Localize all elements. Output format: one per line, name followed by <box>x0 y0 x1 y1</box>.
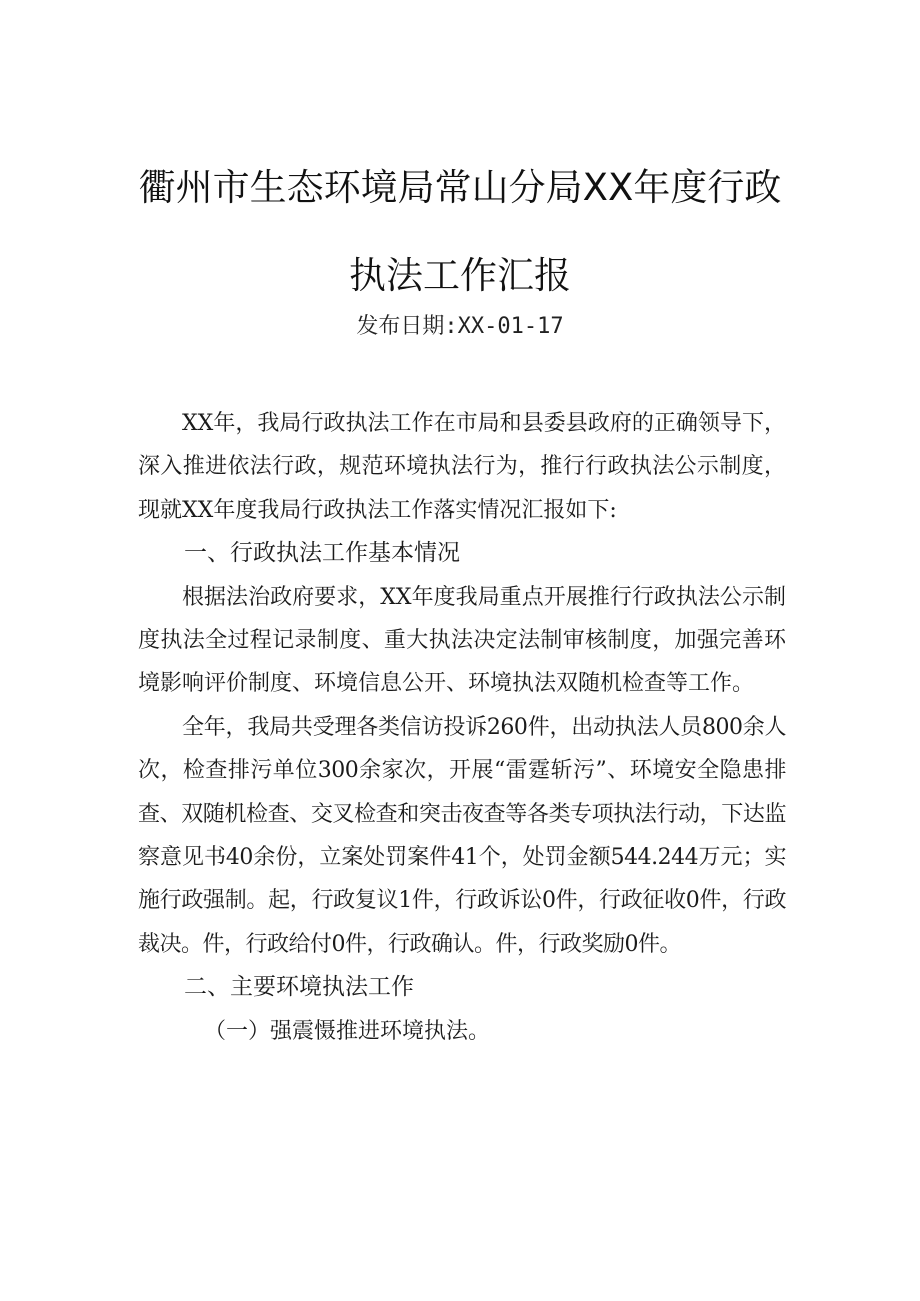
section-1-paragraph-1: 根据法治政府要求，XX年度我局重点开展推行行政执法公示制度执法全过程记录制度、重大执法决定法制审核制度，加强完善环境影响评价制度、环境信息公开、环境执法双随机检查等工作。 <box>138 584 786 697</box>
intro-paragraph: XX年，我局行政执法工作在市局和县委县政府的正确领导下，深入推进依法行政，规范环境执法行为，推行行政执法公示制度，现就XX年度我局行政执法工作落实情况汇报如下: <box>138 411 786 523</box>
section-1-paragraph-2: 全年，我局共受理各类信访投诉260件，出动执法人员800余人次，检查排污单位300余家次，开展“雷霆斩污”、环境安全隐患排查、双随机检查、交叉检查和突击夜查等各类专项执法行动，下达监察意见书40余份，立案处罚案件41个，处罚金额544.244万元；实施行政强制。起，行政复议1件，行政诉讼0件，行政征收0件，行政裁决。件，行政给付0件，行政确认。件，行政奖励0件。 <box>138 714 786 957</box>
document-title-line-2: 执法工作汇报 <box>349 254 571 297</box>
document-title-line-1: 衢州市生态环境局常山分局XX年度行政 <box>138 166 782 209</box>
document-body <box>138 402 786 1053</box>
section-1-heading: 一、行政执法工作基本情况 <box>184 540 460 567</box>
section-2-subheading-1: （一）强震慑推进环境执法。 <box>204 1018 491 1044</box>
publish-date: 发布日期:XX-01-17 <box>356 314 564 339</box>
section-2-heading: 二、主要环境执法工作 <box>184 974 414 1001</box>
